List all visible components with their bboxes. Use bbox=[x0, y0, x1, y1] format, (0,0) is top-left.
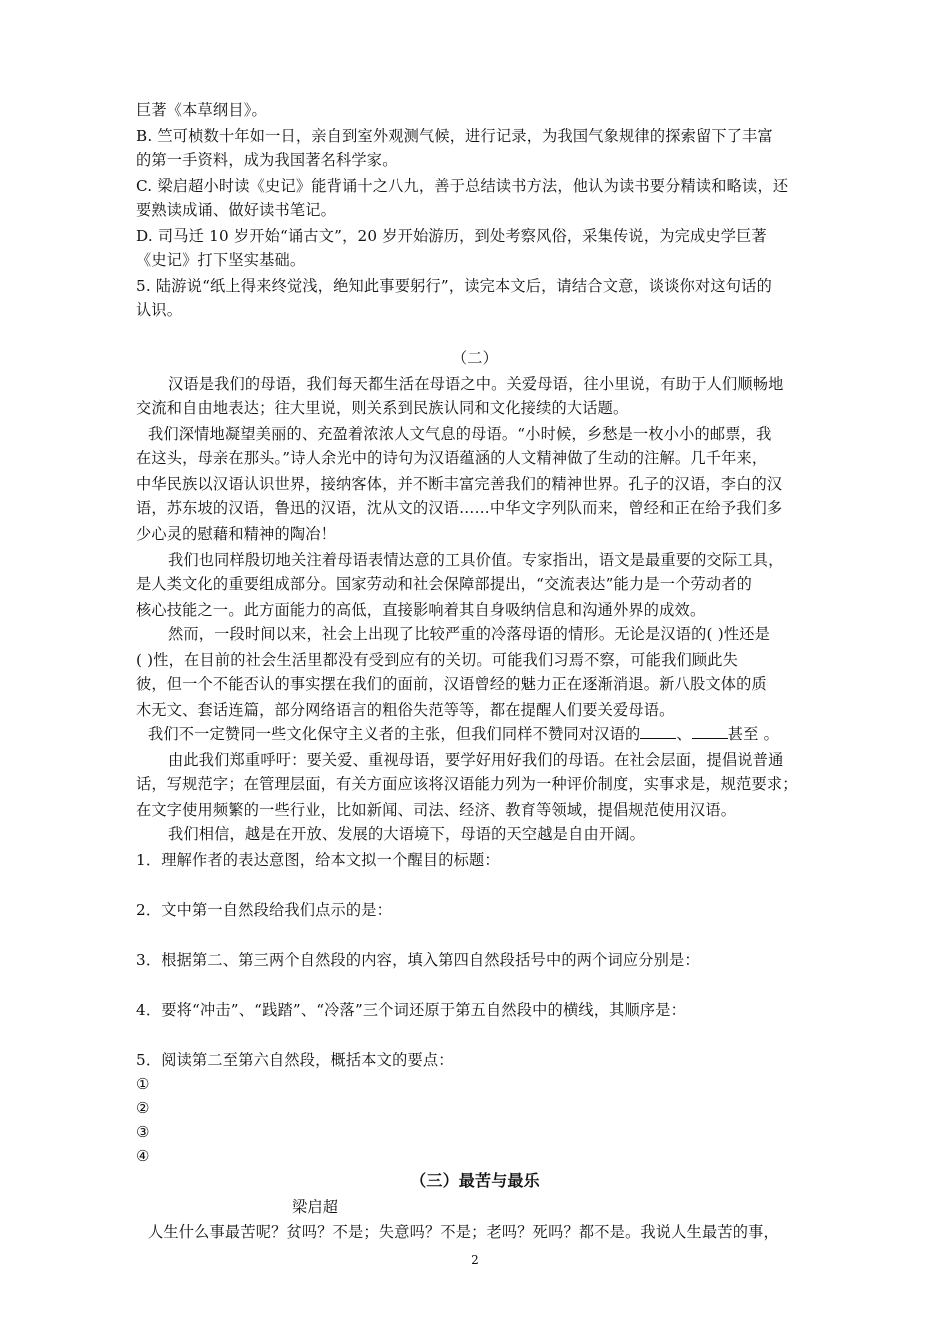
answer-marker-1: ① bbox=[136, 1075, 150, 1093]
paragraph-line: 核心技能之一。此方面能力的高低，直接影响着其自身吸纳信息和沟通外界的成效。 bbox=[136, 601, 706, 619]
paragraph-line: 中华民族以汉语认识世界，接纳客体，并不断丰富完善我们的精神世界。孔子的汉语，李白的汉 bbox=[136, 475, 783, 493]
option-d-line: D. 司马迁 10 岁开始“诵古文”，20 岁开始游历，到处考察风俗，采集传说，为完成史学巨著 bbox=[136, 227, 767, 245]
paragraph-line: 我们深情地凝望美丽的、充盈着浓浓人文气息的母语。“小时候，乡愁是一枚小小的邮票，我 bbox=[148, 425, 772, 443]
text-line: 《史记》打下坚实基础。 bbox=[136, 251, 306, 269]
paragraph-line: 是人类文化的重要组成部分。国家劳动和社会保障部提出，“交流表达”能力是一个劳动者的 bbox=[136, 575, 753, 593]
fill-blank-line bbox=[148, 724, 779, 744]
text-line: 巨著《本草纲目》。 bbox=[136, 101, 267, 119]
option-b-line: B. 竺可桢数十年如一日，亲自到室外观测气候，进行记录，为我国气象规律的探索留下了丰富 bbox=[136, 127, 773, 145]
author-name: 梁启超 bbox=[292, 1198, 339, 1216]
fill-blank-text-end: 甚至 。 bbox=[727, 725, 779, 743]
option-c-line: C. 梁启超小时读《史记》能背诵十之八九，善于总结读书方法，他认为读书要分精读和略读，还 bbox=[136, 177, 789, 195]
answer-marker-2: ② bbox=[136, 1099, 150, 1117]
fill-blank-separator: 、 bbox=[676, 725, 692, 743]
paragraph-line: 然而，一段时间以来，社会上出现了比较严重的冷落母语的情形。无论是汉语的( )性还是 bbox=[168, 625, 771, 643]
question-2: 2．文中第一自然段给我们点示的是： bbox=[136, 901, 393, 919]
answer-marker-4: ④ bbox=[136, 1147, 150, 1165]
answer-blank[interactable] bbox=[692, 724, 728, 739]
paragraph-line: 由此我们郑重呼吁：要关爱、重视母语，要学好用好我们的母语。在社会层面，提倡说普通 bbox=[168, 751, 784, 769]
text-line: 认识。 bbox=[136, 301, 183, 319]
text-line: 的第一手资料，成为我国著名科学家。 bbox=[136, 151, 398, 169]
paragraph-line: 彼，但一个不能否认的事实摆在我们的面前，汉语曾经的魅力正在逐渐消退。新八股文体的质 bbox=[136, 675, 767, 693]
paragraph-line: 话，写规范字；在管理层面，有关方面应该将汉语能力列为一种评价制度，实事求是，规范要求； bbox=[136, 775, 798, 793]
paragraph-line: 在文字使用频繁的一些行业，比如新闻、司法、经济、教育等领域，提倡规范使用汉语。 bbox=[136, 801, 737, 819]
page-number: 2 bbox=[471, 1253, 479, 1267]
paragraph-line: 木无文、套话连篇，部分网络语言的粗俗失范等等，都在提醒人们要关爱母语。 bbox=[136, 701, 675, 719]
fill-blank-text-start: 我们不一定赞同一些文化保守主义者的主张，但我们同样不赞同对汉语的 bbox=[148, 725, 641, 743]
answer-marker-3: ③ bbox=[136, 1123, 150, 1141]
paragraph-line: 汉语是我们的母语，我们每天都生活在母语之中。关爱母语，往小里说，有助于人们顺畅地 bbox=[168, 375, 784, 393]
paragraph-line: 交流和自由地表达；往大里说，则关系到民族认同和文化接续的大话题。 bbox=[136, 399, 629, 417]
section-3-heading: （三）最苦与最乐 bbox=[410, 1171, 540, 1190]
section-2-heading: （二） bbox=[451, 349, 499, 367]
paragraph-line: 少心灵的慰藉和精神的陶冶！ bbox=[136, 525, 337, 543]
paragraph-line: 语，苏东坡的汉语，鲁迅的汉语，沈从文的汉语……中华文字列队而来，曾经和正在给予我们多 bbox=[136, 499, 783, 517]
paragraph-line: 我们也同样殷切地关注着母语表情达意的工具价值。专家指出，语文是最重要的交际工具， bbox=[168, 551, 784, 569]
question-1: 1．理解作者的表达意图，给本文拟一个醒目的标题： bbox=[136, 851, 500, 869]
paragraph-line: 我们相信，越是在开放、发展的大语境下，母语的天空越是自由开阔。 bbox=[168, 825, 646, 843]
paragraph-line: 人生什么事最苦呢？贫吗？不是；失意吗？不是；老吗？死吗？都不是。我说人生最苦的事， bbox=[148, 1223, 779, 1241]
question-5-line: 5. 陆游说“纸上得来终觉浅，绝知此事要躬行”，读完本文后，请结合文意，谈谈你对这句话的 bbox=[136, 277, 772, 295]
question-5: 5．阅读第二至第六自然段，概括本文的要点： bbox=[136, 1051, 454, 1069]
text-line: 要熟读成诵、做好读书笔记。 bbox=[136, 201, 337, 219]
answer-blank[interactable] bbox=[640, 724, 676, 739]
paragraph-line: ( )性，在目前的社会生活里都没有受到应有的关切。可能我们习焉不察，可能我们顾此失 bbox=[136, 651, 739, 669]
paragraph-line: 在这头，母亲在那头。”诗人余光中的诗句为汉语蕴涵的人文精神做了生动的注解。几千年来， bbox=[136, 449, 768, 467]
question-3: 3．根据第二、第三两个自然段的内容，填入第四自然段括号中的两个词应分别是： bbox=[136, 951, 700, 969]
question-4: 4．要将“冲击”、“践踏”、“冷落”三个词还原于第五自然段中的横线，其顺序是： bbox=[136, 1001, 687, 1019]
